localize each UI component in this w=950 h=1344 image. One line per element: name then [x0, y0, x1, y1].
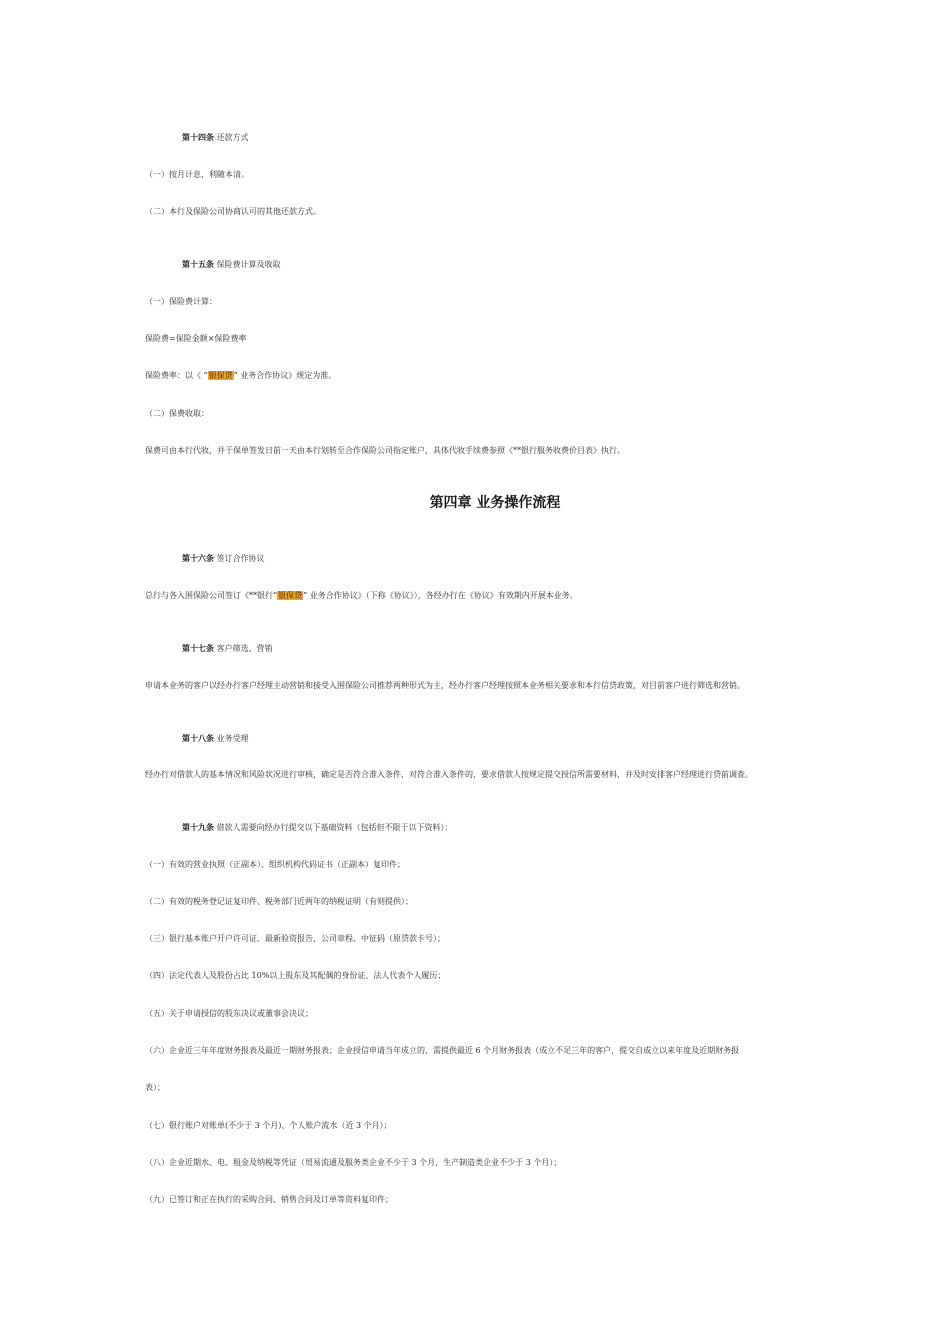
rate-line [145, 371, 336, 381]
article-17-heading [182, 643, 273, 654]
paragraph: （二）本行及保险公司协商认可的其他还款方式。 [145, 207, 321, 216]
list-item: （三）银行基本账户开户许可证、最新验资报告，公司章程、中征码（原贷款卡号）； [145, 934, 445, 943]
highlighted-term: 银保贷 [208, 371, 233, 380]
formula-line: 保险费=保险金额×保险费率 [145, 334, 247, 343]
article-number: 第十六条 [182, 553, 214, 563]
article-number: 第十四条 [182, 132, 214, 142]
article-15-heading [182, 259, 281, 270]
list-item: （七）银行账户对账单(不少于 3 个月)、个人账户流水（近 3 个月）； [145, 1121, 392, 1130]
list-item: （五）关于申请授信的股东决议或董事会决议； [145, 1009, 313, 1018]
list-item: （二）有效的税务登记证复印件、税务部门近两年的纳税证明（有则提供）； [145, 897, 413, 906]
article-title: 业务受理 [216, 734, 249, 743]
chapter-heading: 第四章 业务操作流程 [429, 495, 561, 511]
article-title: 借款人需要向经办行提交以下基础资料（包括但不限于以下资料）： [216, 823, 453, 832]
text-segment: 总行与各入围保险公司签订《**银行“ [145, 591, 278, 600]
list-item: （四）法定代表人及股份占比 10%以上股东及其配偶的身份证、法人代表个人履历； [145, 971, 446, 980]
article-title: 客户筛选、营销 [216, 644, 273, 653]
article-number: 第十七条 [182, 643, 214, 653]
list-item: （八）企业近期水、电、租金及纳税等凭证（贸易流通及服务类企业不少于 3 个月，生产制造类企业不少于 3 个月）； [145, 1158, 562, 1167]
article-title: 签订合作协议 [216, 554, 265, 563]
text-segment: ” 业务合作协议》规定为准。 [233, 371, 337, 380]
paragraph: （二）保费收取： [145, 409, 209, 418]
highlighted-term: 银保贷 [278, 591, 303, 600]
article-16-heading [182, 553, 265, 564]
list-item: （九）已签订和正在执行的采购合同、销售合同及订单等资料复印件； [145, 1195, 393, 1204]
list-item: （一）有效的营业执照（正副本）、组织机构代码证书（正副本）复印件； [145, 860, 405, 869]
article-14-heading [182, 132, 249, 143]
text-segment: 保险费率：以《 “ [145, 371, 208, 380]
article-number: 第十五条 [182, 259, 214, 269]
paragraph: （一）保险费计算： [145, 297, 217, 306]
paragraph: 经办行对借款人的基本情况和风险状况进行审核，确定是否符合准入条件，对符合准入条件的，要求借款人按规定提交授信所需要材料，并及时安排客户经理进行贷前调查。 [145, 770, 753, 779]
article-19-heading [182, 822, 453, 833]
paragraph: 保费可由本行代收，并于保单签发日前一天由本行划转至合作保险公司指定账户，具体代收手续费参照《**银行服务收费价目表》执行。 [145, 446, 625, 455]
text-segment: ” 业务合作协议》（下称《协议》），各经办行在《协议》有效期内开展本业务。 [303, 591, 578, 600]
article-title: 保险费计算及收取 [216, 260, 281, 269]
article-18-heading [182, 733, 249, 744]
list-item-continuation: 表）； [145, 1083, 165, 1092]
article-number: 第十八条 [182, 733, 214, 743]
paragraph: （一）按月计息，利随本清。 [145, 170, 249, 179]
article-title: 还款方式 [216, 133, 249, 142]
article-number: 第十九条 [182, 822, 214, 832]
paragraph [145, 591, 578, 601]
list-item: （六）企业近三年年度财务报表及最近一期财务报表；企业授信申请当年成立的，需提供最近 6 个月财务报表（成立不足三年的客户，提交自成立以来年度及近期财务报 [145, 1046, 740, 1055]
paragraph: 申请本业务的客户以经办行客户经理主动营销和接受入围保险公司推荐两种形式为主，经办行客户经理按照本业务相关要求和本行信贷政策，对目前客户进行筛选和营销。 [145, 681, 745, 690]
